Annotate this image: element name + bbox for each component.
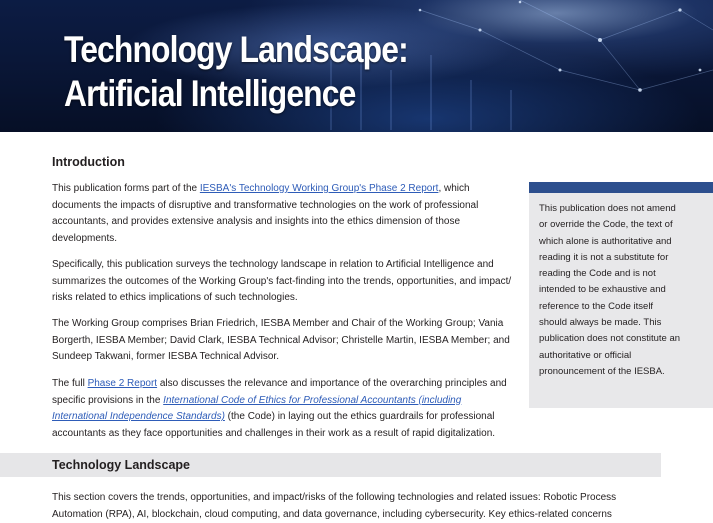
intro-paragraph-3: The Working Group comprises Brian Friedrich, IESBA Member and Chair of the Working Group; Vania Borgerth, IESBA Member; David Clark, IESBA Technical Advisor; Christelle Martin, IESBA Member; and Sundeep Takwani, former IESBA Technical Advisor.	[52, 318, 510, 362]
title-line-2: Artificial Intelligence	[64, 73, 356, 114]
document-title	[64, 28, 408, 116]
phase2-report-link-2[interactable]: Phase 2 Report	[87, 378, 158, 389]
technology-landscape-paragraph: This section covers the trends, opportunities, and impact/risks of the following technologies and related issues: Robotic Process Automation (RPA), AI, blockchain, cloud computing, and data governance, including cybersecurity. Key ethics-related concerns	[52, 492, 617, 520]
code-of-ethics-link[interactable]: International Code of Ethics for Professional Accountants (including International Independence Standards)	[52, 394, 462, 422]
title-line-1: Technology Landscape:	[64, 29, 408, 70]
intro-p1-text-end: , which documents the impacts of disruptive and transformative technologies on the work of professional accountants, and provides extensive analysis and insights into the ethics dimension of those developments.	[52, 183, 479, 244]
intro-p4-text-end: (the Code) in laying out the ethics guardrails for professional accountants as they face opportunities and challenges in their work as a result of rapid digitalization.	[52, 411, 496, 439]
hero-banner	[0, 0, 713, 132]
intro-paragraph-1	[52, 181, 512, 247]
intro-p4-text-middle: also discusses the relevance and importance of the overarching principles and specific provisions in the	[52, 378, 507, 406]
phase2-report-link[interactable]: IESBA's Technology Working Group's Phase 2 Report	[199, 183, 439, 194]
disclaimer-sidebar	[529, 182, 713, 408]
intro-paragraph-2: Specifically, this publication surveys the technology landscape in relation to Artificial Intelligence and summarizes the outcomes of the Working Group's fact-finding into the trends, opportunities, and impact/ risks related to ethics implications of such technologies.	[52, 259, 512, 303]
technology-landscape-band	[0, 453, 661, 477]
technology-landscape-heading: Technology Landscape	[52, 458, 190, 472]
sidebar-accent-bar	[529, 182, 713, 193]
introduction-heading: Introduction	[52, 155, 125, 169]
disclaimer-text: This publication does not amend or override the Code, the text of which alone is authoritative and reading it is not a substitute for reading the Code and is not intended to be exhaustive and reference to the Code itself should always be made. This publication does not constitute an authoritative or official pronouncement of the IESBA.	[539, 203, 681, 377]
intro-p4-text-start: The full	[52, 378, 88, 389]
intro-paragraph-4	[52, 376, 512, 442]
intro-p1-text-start: This publication forms part of the	[52, 183, 200, 194]
